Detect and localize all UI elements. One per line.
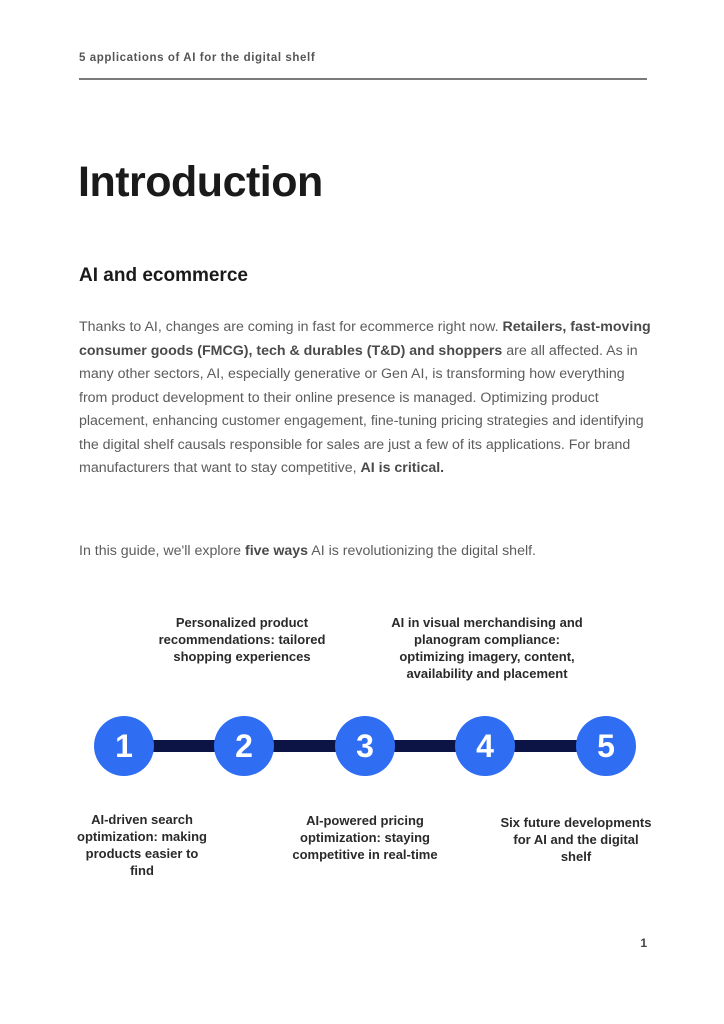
step-5-circle: 5 [576, 716, 636, 776]
section-heading: AI and ecommerce [79, 265, 248, 286]
step-2-label: Personalized product recommendations: tailored shopping experiences [158, 615, 326, 664]
step-1-circle: 1 [94, 716, 154, 776]
step-2-circle: 2 [214, 716, 274, 776]
guide-bold: five ways [244, 543, 309, 559]
intro-bold-2: AI is critical. [360, 460, 445, 476]
step-3-circle: 3 [335, 716, 395, 776]
header-divider [79, 78, 647, 80]
timeline [0, 600, 724, 900]
guide-text-2: AI is revolutionizing the digital shelf. [308, 543, 536, 559]
intro-paragraph [79, 316, 654, 481]
guide-paragraph [79, 540, 654, 564]
intro-bold-1: Retailers, fast-moving consumer goods (FMCG), tech & durables (T&D) and shoppers [79, 319, 651, 359]
guide-text-1: In this guide, we'll explore [79, 543, 245, 559]
step-5-label: Six future developments for AI and the digital shelf [500, 815, 652, 864]
step-1-label: AI-driven search optimization: making products easier to find [77, 812, 207, 878]
step-4-circle: 4 [455, 716, 515, 776]
page-number: 1 [640, 936, 647, 950]
intro-text-1: Thanks to AI, changes are coming in fast for ecommerce right now. [79, 319, 503, 335]
step-3-label: AI-powered pricing optimization: staying competitive in real-time [292, 813, 438, 862]
step-4-label: AI in visual merchandising and planogram compliance: optimizing imagery, content, availability and placement [391, 615, 583, 681]
running-header: 5 applications of AI for the digital shelf [79, 52, 316, 64]
page-title: Introduction [78, 158, 323, 206]
intro-text-2: are all affected. As in many other sectors, AI, especially generative or Gen AI, is transforming how everything from product development to their online presence is managed. Optimizing product placement, enhancing customer engagement, fine-tuning pricing strategies and identifying the digital shelf causals responsible for sales are just a few of its applications. For brand manufacturers that want to stay competitive, [79, 342, 644, 476]
